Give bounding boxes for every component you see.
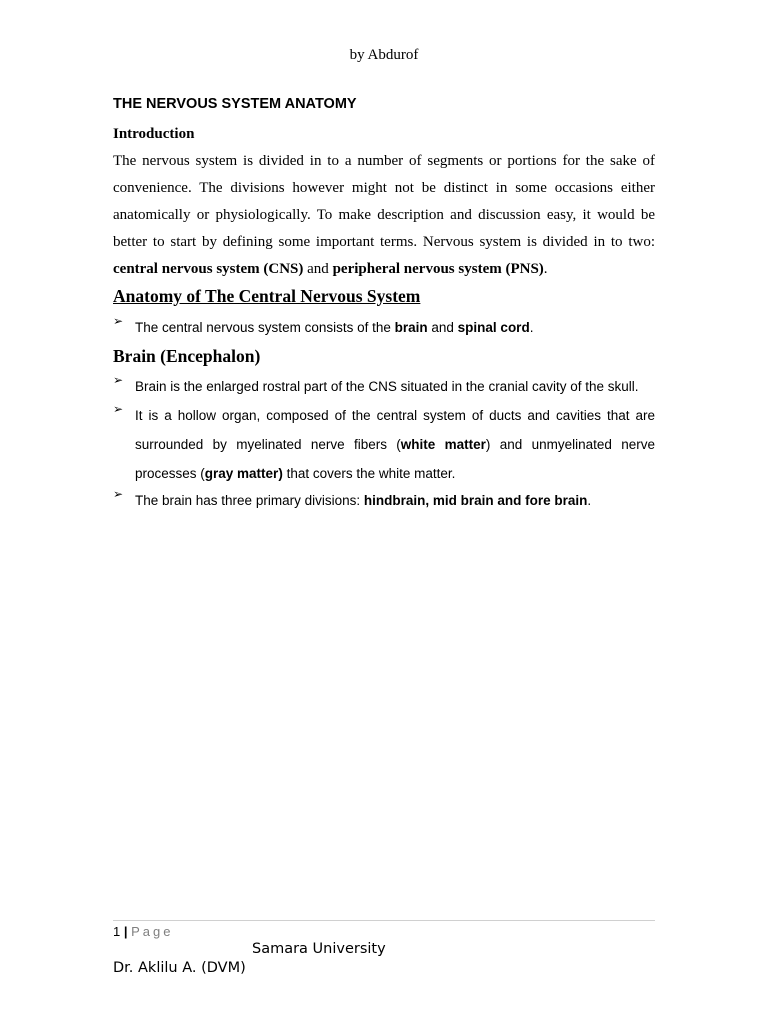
intro-text: The nervous system is divided in to a number of segments or portions for the sake of convenience. The divisions however might not be distinct in some occasions either anatomically or physiologically. To make description and discussion easy, it would be better to start by defining some important terms. Nervous system is divided in to two: — [113, 153, 655, 250]
byline: by Abdurof — [349, 47, 419, 63]
cns-section-heading: Anatomy of The Central Nervous System — [113, 286, 421, 306]
bullet-text-part: It is a hollow organ, composed of the central system of ducts and cavities that are surrounded by myelinated nerve fibers ( — [135, 408, 655, 452]
bullet-text-part: and — [427, 320, 458, 335]
bullet-brain-definition — [113, 372, 655, 401]
brain-section-heading: Brain (Encephalon) — [113, 346, 261, 366]
bullet-hollow-organ — [113, 401, 655, 488]
bullet-cns-consists — [113, 313, 655, 342]
gray-matter-term: gray matter) — [204, 466, 283, 481]
bullet-text — [135, 313, 655, 342]
pns-term: peripheral nervous system (PNS) — [332, 261, 544, 277]
intro-paragraph — [113, 148, 655, 283]
bullet-text-part: . — [587, 493, 592, 508]
bullet-primary-divisions — [113, 486, 655, 515]
divisions-term: hindbrain, mid brain and fore brain — [363, 493, 588, 508]
footer-divider — [113, 920, 655, 921]
intro-and: and — [303, 261, 333, 277]
intro-end: . — [543, 261, 548, 277]
bullet-text-part: ) and unmyelinated nerve processes ( — [135, 437, 655, 481]
bullet-text-part: The central nervous system consists of the — [135, 320, 395, 335]
bullet-text — [135, 401, 655, 488]
document-title: THE NERVOUS SYSTEM ANATOMY — [113, 96, 357, 112]
bullet-text-part: that covers the white matter. — [282, 466, 456, 481]
arrow-bullet-icon: ➢ — [113, 487, 124, 501]
bullet-text-part: . — [529, 320, 534, 335]
page-label: Page — [131, 924, 174, 939]
bullet-text: Brain is the enlarged rostral part of the CNS situated in the cranial cavity of the skull. — [135, 379, 639, 394]
page-number-value: 1 — [113, 924, 121, 939]
page-separator: | — [120, 924, 132, 939]
author-name: Dr. Aklilu A. (DVM) — [113, 960, 246, 976]
spinal-cord-term: spinal cord — [457, 320, 530, 335]
arrow-bullet-icon: ➢ — [113, 314, 124, 328]
page-number — [113, 924, 173, 939]
arrow-bullet-icon: ➢ — [113, 373, 124, 387]
brain-term: brain — [394, 320, 428, 335]
arrow-bullet-icon: ➢ — [113, 402, 124, 416]
white-matter-term: white matter — [400, 437, 486, 452]
cns-term: central nervous system (CNS) — [113, 261, 304, 277]
bullet-text — [135, 486, 655, 515]
university-name: Samara University — [252, 941, 386, 957]
intro-heading: Introduction — [113, 126, 195, 142]
bullet-text-part: The brain has three primary divisions: — [135, 493, 364, 508]
